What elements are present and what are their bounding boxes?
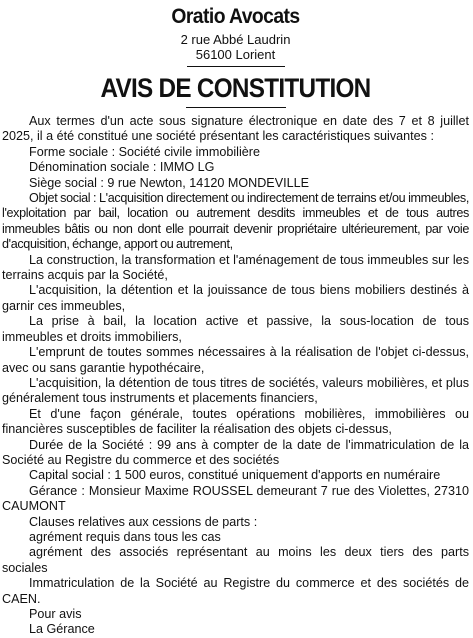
title-divider: [186, 107, 286, 108]
approval-majority: agrément des associés représentant au moins les deux tiers des parts sociales: [2, 545, 469, 575]
company-name: Dénomination sociale : IMMO LG: [29, 160, 215, 175]
share-transfer-clauses: Clauses relatives aux cessions de parts :: [29, 514, 258, 529]
legal-form: Forme sociale : Société civile immobilière: [29, 144, 260, 159]
registration: Immatriculation de la Société au Registre du commerce et des sociétés de CAEN.: [2, 576, 469, 606]
purpose-construction: La construction, la transformation et l'aménagement de tous immeubles sur les terrains acquis par la Société,: [2, 252, 469, 283]
header-divider: [187, 66, 285, 67]
approval-required: agrément requis dans tous les cas: [29, 529, 221, 544]
firm-address-city: 56100 Lorient: [195, 47, 276, 62]
registered-office: Siège social : 9 rue Newton, 14120 MONDEVILLE: [29, 175, 310, 190]
notice-body: [2, 114, 469, 638]
purpose-lease: La prise à bail, la location active et passive, la sous-location de tous immeubles et droits immobiliers,: [2, 314, 469, 344]
firm-address-street: 2 rue Abbé Laudrin: [180, 32, 291, 47]
for-notice: Pour avis: [29, 607, 82, 621]
notice-title: AVIS DE CONSTITUTION: [100, 73, 371, 103]
purpose-securities: L'acquisition, la détention de tous titres de sociétés, valeurs mobilières, et plus généralement tous instruments et placements financiers,: [2, 375, 469, 406]
signature: La Gérance: [29, 622, 95, 637]
corporate-purpose: Objet social : L'acquisition directement ou indirectement de terrains et/ou immeubles, l'exploitation par bail, location ou autrement desdits immeubles et de tous autres immeubles bâtis ou non dont elle pourrait devenir propriétaire ultérieurement, par voie d'acquisition, échange, apport ou autrement,: [2, 191, 469, 252]
firm-name: Oratio Avocats: [171, 5, 300, 28]
purpose-general: Et d'une façon générale, toutes opérations mobilières, immobilières ou financières susceptibles de faciliter la réalisation des objets ci-dessus,: [2, 406, 469, 437]
company-duration: Durée de la Société : 99 ans à compter de la date de l'immatriculation de la Société au Registre du commerce et des sociétés: [2, 437, 469, 467]
purpose-borrowing: L'emprunt de toutes sommes nécessaires à la réalisation de l'objet ci-dessus, avec ou sans garantie hypothécaire,: [2, 345, 469, 375]
purpose-movables: L'acquisition, la détention et la jouissance de tous biens mobiliers destinés à garnir ces immeubles,: [2, 283, 469, 313]
management: Gérance : Monsieur Maxime ROUSSEL demeurant 7 rue des Violettes, 27310 CAUMONT: [2, 483, 469, 514]
intro-paragraph: Aux termes d'un acte sous signature électronique en date des 7 et 8 juillet 2025, il a été constitué une société présentant les caractéristiques suivantes :: [2, 114, 469, 144]
share-capital: Capital social : 1 500 euros, constitué uniquement d'apports en numéraire: [29, 468, 441, 483]
